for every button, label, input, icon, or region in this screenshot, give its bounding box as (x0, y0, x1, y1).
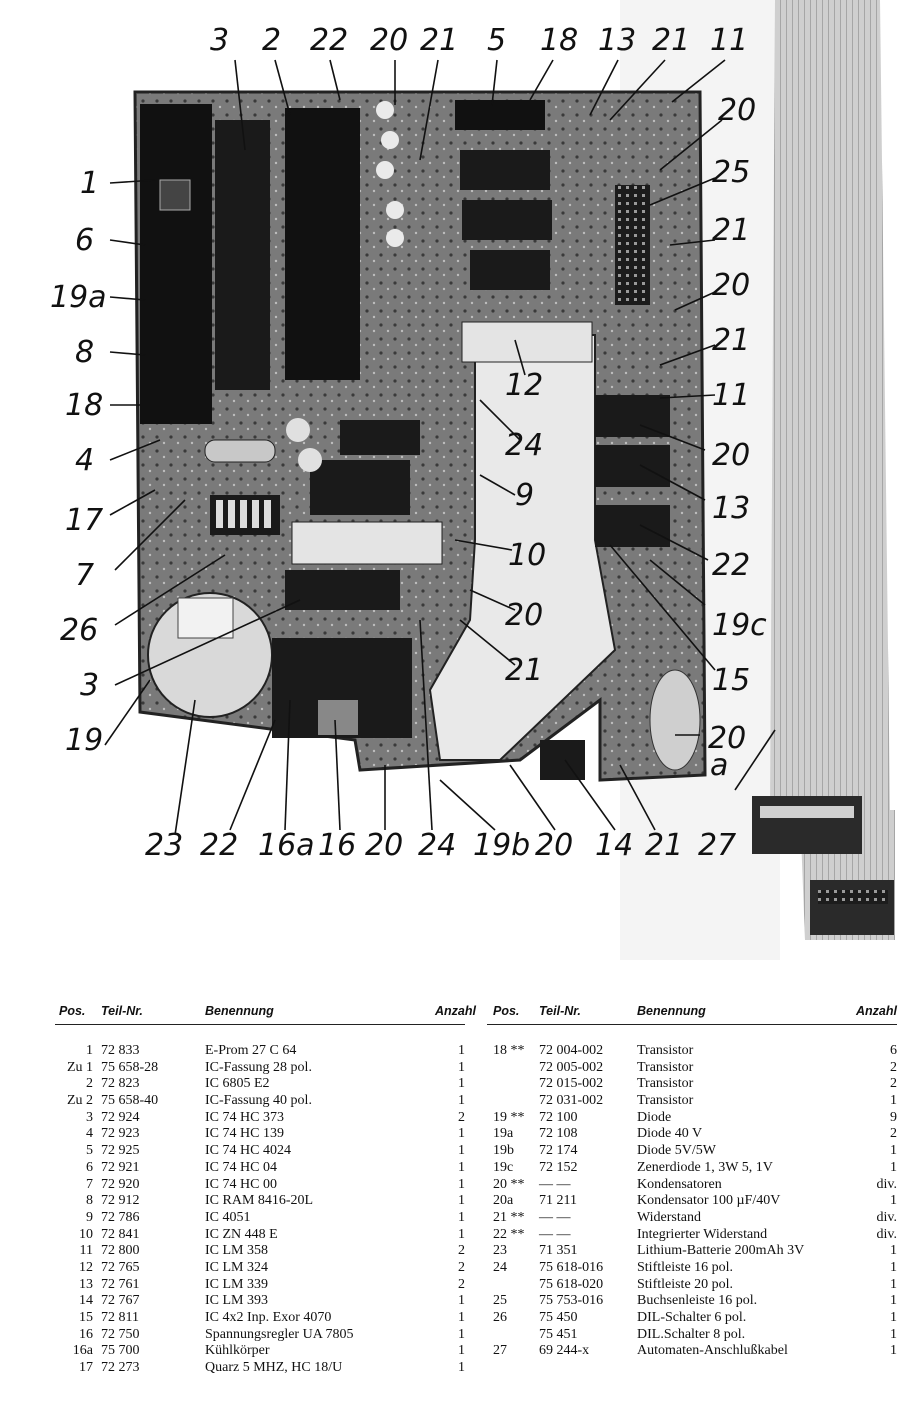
header-qty: Anzahl (435, 1004, 476, 1018)
callout-19a: 19a (50, 280, 107, 315)
table-row (55, 1093, 465, 1110)
callout-27: 27 (698, 828, 737, 863)
cell-part: 72 921 (101, 1159, 140, 1175)
cell-part: 72 108 (539, 1126, 578, 1142)
cell-part: 72 841 (101, 1226, 140, 1242)
cell-name: IC LM 393 (205, 1293, 268, 1309)
table-row (487, 1227, 897, 1244)
cell-part: 71 351 (539, 1243, 578, 1259)
callout-18-l: 18 (65, 388, 104, 423)
cell-pos: 22 ** (493, 1226, 525, 1242)
table-row (487, 1293, 897, 1310)
cell-qty: 1 (890, 1293, 897, 1309)
cell-part: — — (539, 1209, 571, 1225)
cell-pos: 3 (86, 1109, 93, 1125)
callout-20-r1: 20 (718, 93, 757, 128)
cell-pos: 5 (86, 1143, 93, 1159)
callout-26: 26 (60, 613, 99, 648)
cell-part: 72 920 (101, 1176, 140, 1192)
cell-name: IC 74 HC 00 (205, 1176, 277, 1192)
cell-part: 72 273 (101, 1360, 140, 1376)
callout-22-top: 22 (310, 23, 349, 58)
cell-part: 72 765 (101, 1259, 140, 1275)
cell-name: IC-Fassung 40 pol. (205, 1093, 312, 1109)
cell-part: 72 833 (101, 1043, 140, 1058)
cell-pos: 20a (493, 1193, 514, 1209)
cell-qty: div. (876, 1209, 897, 1225)
table-row (55, 1110, 465, 1127)
callout-11-r: 11 (712, 378, 751, 413)
callout-5: 5 (487, 23, 507, 58)
cell-qty: 2 (890, 1076, 897, 1092)
eprom-chip (140, 104, 212, 424)
cell-name: IC ZN 448 E (205, 1226, 278, 1242)
table-row (55, 1193, 465, 1210)
cell-pos: 17 (79, 1360, 93, 1376)
cell-qty: 1 (458, 1193, 465, 1209)
callout-16: 16 (318, 828, 357, 863)
table-row (487, 1110, 897, 1127)
callout-20-b1: 20 (535, 828, 574, 863)
cell-qty: 2 (458, 1259, 465, 1275)
table-row (55, 1210, 465, 1227)
callout-3-top: 3 (210, 23, 230, 58)
cell-part: 72 800 (101, 1243, 140, 1259)
cell-pos: 19a (493, 1126, 514, 1142)
cell-part: 72 750 (101, 1326, 140, 1342)
table-row (55, 1227, 465, 1244)
cell-name: Integrierter Widerstand (637, 1226, 768, 1242)
table-row (55, 1260, 465, 1277)
cell-name: IC 6805 E2 (205, 1076, 270, 1092)
cell-name: Kühlkörper (205, 1343, 270, 1359)
cell-name: Diode (637, 1109, 672, 1125)
table-row (55, 1243, 465, 1260)
cell-name: DIL.Schalter 8 pol. (637, 1326, 746, 1342)
cell-name: Widerstand (637, 1209, 701, 1225)
cell-name: Transistor (637, 1093, 694, 1109)
table-row (487, 1076, 897, 1093)
cell-part: — — (539, 1176, 571, 1192)
cell-pos: 12 (79, 1259, 93, 1275)
cell-part: 72 923 (101, 1126, 140, 1142)
table-row (55, 1160, 465, 1177)
callout-3-l: 3 (80, 668, 100, 703)
cell-part: 72 004-002 (539, 1043, 604, 1058)
callout-17: 17 (65, 503, 104, 538)
header-pos: Pos. (493, 1004, 520, 1018)
callout-19b: 19b (473, 828, 531, 863)
table-body (487, 1043, 897, 1360)
cell-pos: 15 (79, 1310, 93, 1325)
callout-21-r1: 21 (712, 213, 751, 248)
cell-name: IC LM 339 (205, 1276, 268, 1292)
cell-part: 72 174 (539, 1143, 578, 1159)
cell-qty: 1 (458, 1076, 465, 1092)
cell-part: 71 211 (539, 1193, 577, 1209)
callout-4: 4 (75, 443, 95, 478)
table-row (487, 1210, 897, 1227)
cell-part: 75 700 (101, 1343, 140, 1359)
header-name: Benennung (205, 1004, 274, 1018)
cell-part: 75 658-40 (101, 1093, 159, 1109)
cell-qty: 1 (458, 1209, 465, 1225)
cell-pos: 9 (86, 1209, 93, 1225)
table-row (487, 1126, 897, 1143)
table-row (55, 1343, 465, 1360)
cell-qty: 2 (890, 1059, 897, 1075)
cell-name: IC 4x2 Inp. Exor 4070 (205, 1310, 332, 1325)
table-row (487, 1277, 897, 1294)
cell-pos (487, 1060, 539, 1077)
cell-part: 72 786 (101, 1209, 140, 1225)
cell-pos: 4 (86, 1126, 93, 1142)
cell-pos: 16a (72, 1343, 93, 1359)
callout-20a: 20 (708, 721, 747, 756)
callout-2: 2 (262, 23, 282, 58)
cell-name: IC 74 HC 373 (205, 1109, 284, 1125)
cell-qty: 1 (890, 1343, 897, 1359)
callout-10: 10 (508, 538, 547, 573)
cell-name: Kondensatoren (637, 1176, 722, 1192)
callout-21-b1: 21 (645, 828, 684, 863)
cell-qty: 1 (458, 1360, 465, 1376)
cell-name: DIL-Schalter 6 pol. (637, 1310, 747, 1325)
cell-qty: 1 (890, 1259, 897, 1275)
cell-name: IC 74 HC 139 (205, 1126, 284, 1142)
callout-21-r2: 21 (712, 323, 751, 358)
table-row (55, 1143, 465, 1160)
header-part: Teil-Nr. (539, 1004, 581, 1018)
ram-chip (215, 120, 270, 390)
cell-pos (487, 1277, 539, 1294)
cell-pos: Zu 2 (66, 1093, 93, 1109)
cell-name: IC 4051 (205, 1209, 251, 1225)
cell-qty: 1 (458, 1293, 465, 1309)
cell-part: 72 912 (101, 1193, 140, 1209)
callout-24-m: 24 (505, 428, 544, 463)
cell-qty: 2 (458, 1109, 465, 1125)
table-row (487, 1143, 897, 1160)
cell-qty: 1 (458, 1326, 465, 1342)
cell-pos (487, 1076, 539, 1093)
table-row (55, 1126, 465, 1143)
header-qty: Anzahl (856, 1004, 897, 1018)
cell-name: Stiftleiste 16 pol. (637, 1259, 734, 1275)
callout-13-r: 13 (712, 491, 751, 526)
cell-pos: 6 (86, 1159, 93, 1175)
cell-name: IC LM 324 (205, 1259, 268, 1275)
callout-9: 9 (515, 478, 535, 513)
cell-name: Diode 5V/5W (637, 1143, 716, 1159)
cell-pos: 8 (86, 1193, 93, 1209)
callout-21-top: 21 (420, 23, 459, 58)
cell-qty: 1 (458, 1159, 465, 1175)
cell-part: 72 005-002 (539, 1059, 604, 1075)
cell-pos: 2 (86, 1076, 93, 1092)
table-body (55, 1043, 465, 1377)
cell-part: 75 450 (539, 1310, 578, 1325)
cell-pos: 19c (493, 1159, 514, 1175)
cell-pos: 24 (493, 1259, 507, 1275)
cell-part: 72 925 (101, 1143, 140, 1159)
parts-table-left (55, 1000, 476, 1377)
cell-name: E-Prom 27 C 64 (205, 1043, 297, 1058)
callout-25: 25 (712, 155, 751, 190)
cell-part: 72 152 (539, 1159, 578, 1175)
cell-part: 75 658-28 (101, 1059, 159, 1075)
table-row (55, 1076, 465, 1093)
cell-pos: 13 (79, 1276, 93, 1292)
cell-part: 72 811 (101, 1310, 139, 1325)
cell-name: IC LM 358 (205, 1243, 268, 1259)
cell-pos: Zu 1 (66, 1059, 93, 1075)
cell-part: 72 823 (101, 1076, 140, 1092)
header-part: Teil-Nr. (101, 1004, 143, 1018)
cell-qty: 6 (890, 1043, 897, 1058)
table-row (487, 1193, 897, 1210)
callout-12: 12 (505, 368, 544, 403)
callout-8: 8 (75, 335, 95, 370)
cell-qty: 1 (458, 1043, 465, 1058)
cell-part: 72 767 (101, 1293, 140, 1309)
cell-pos: 14 (79, 1293, 93, 1309)
cell-name: Transistor (637, 1059, 694, 1075)
cell-pos: 19 ** (493, 1109, 525, 1125)
cell-pos: 10 (79, 1226, 93, 1242)
callout-23: 23 (145, 828, 184, 863)
cell-part: 72 924 (101, 1109, 140, 1125)
cell-name: IC RAM 8416-20L (205, 1193, 314, 1209)
cell-qty: 1 (458, 1176, 465, 1192)
cell-name: Stiftleiste 20 pol. (637, 1276, 734, 1292)
callout-14: 14 (595, 828, 634, 863)
header-name: Benennung (637, 1004, 706, 1018)
callout-15: 15 (712, 663, 751, 698)
callout-20a-sub: a (710, 748, 729, 783)
cell-pos: 25 (493, 1293, 507, 1309)
cell-qty: 1 (458, 1226, 465, 1242)
table-row (55, 1310, 465, 1327)
cell-pos (487, 1093, 539, 1110)
cell-name: IC 74 HC 04 (205, 1159, 277, 1175)
table-row (487, 1177, 897, 1194)
cell-qty: 2 (458, 1276, 465, 1292)
cell-pos (487, 1327, 539, 1344)
callout-11-top: 11 (710, 23, 749, 58)
cell-qty: 1 (890, 1143, 897, 1159)
cell-part: 75 451 (539, 1326, 578, 1342)
cell-name: Spannungsregler UA 7805 (205, 1326, 354, 1342)
callout-20-r2: 20 (712, 268, 751, 303)
callout-21-top2: 21 (652, 23, 691, 58)
cell-qty: 1 (890, 1093, 897, 1109)
cell-name: Diode 40 V (637, 1126, 703, 1142)
callout-20-top: 20 (370, 23, 409, 58)
cell-name: Zenerdiode 1, 3W 5, 1V (637, 1159, 773, 1175)
header-pos: Pos. (59, 1004, 86, 1018)
cell-pos: 19b (493, 1143, 514, 1159)
cell-qty: 1 (890, 1159, 897, 1175)
cell-qty: 1 (458, 1143, 465, 1159)
table-row (487, 1160, 897, 1177)
table-row (487, 1343, 897, 1360)
cell-part: 72 015-002 (539, 1076, 604, 1092)
cell-part: 72 031-002 (539, 1093, 604, 1109)
table-row (55, 1177, 465, 1194)
cell-part: 72 761 (101, 1276, 140, 1292)
cell-qty: div. (876, 1176, 897, 1192)
cell-qty: 1 (890, 1310, 897, 1325)
cell-name: Lithium-Batterie 200mAh 3V (637, 1243, 805, 1259)
cell-part: 72 100 (539, 1109, 578, 1125)
table-row (55, 1360, 465, 1377)
cell-pos: 21 ** (493, 1209, 525, 1225)
callout-13-top: 13 (598, 23, 637, 58)
cell-qty: 1 (458, 1059, 465, 1075)
table-row (487, 1043, 897, 1060)
cell-qty: 1 (458, 1126, 465, 1142)
cell-qty: 1 (890, 1326, 897, 1342)
cell-pos: 7 (86, 1176, 93, 1192)
table-row (55, 1277, 465, 1294)
table-row (55, 1327, 465, 1344)
cell-name: IC 74 HC 4024 (205, 1143, 291, 1159)
cell-part: 75 753-016 (539, 1293, 604, 1309)
cell-part: 75 618-020 (539, 1276, 604, 1292)
cell-qty: 1 (890, 1193, 897, 1209)
callout-7: 7 (75, 558, 95, 593)
cell-qty: 1 (458, 1343, 465, 1359)
cell-name: Automaten-Anschlußkabel (637, 1343, 788, 1359)
callout-19: 19 (65, 723, 104, 758)
cell-pos: 16 (79, 1326, 93, 1342)
cell-pos: 18 ** (493, 1043, 525, 1058)
callout-1: 1 (80, 166, 100, 201)
callout-20-b2: 20 (365, 828, 404, 863)
cell-pos: 26 (493, 1310, 507, 1325)
cell-pos: 1 (86, 1043, 93, 1058)
table-row (487, 1093, 897, 1110)
mcu-chip (285, 108, 360, 380)
callout-21-m: 21 (505, 653, 544, 688)
cell-name: Quarz 5 MHZ, HC 18/U (205, 1360, 343, 1376)
callout-20-m: 20 (505, 598, 544, 633)
cell-pos: 23 (493, 1243, 507, 1259)
table-row (487, 1243, 897, 1260)
callout-18-top: 18 (540, 23, 579, 58)
cell-qty: 1 (890, 1243, 897, 1259)
callout-19c: 19c (712, 608, 767, 643)
cell-qty: 1 (458, 1310, 465, 1325)
table-row (55, 1293, 465, 1310)
cell-part: 69 244-x (539, 1343, 590, 1359)
cell-name: Kondensator 100 µF/40V (637, 1193, 781, 1209)
cell-name: Transistor (637, 1076, 694, 1092)
cell-pos: 11 (79, 1243, 93, 1259)
table-row (487, 1327, 897, 1344)
cell-pos: 20 ** (493, 1176, 525, 1192)
cell-qty: 9 (890, 1109, 897, 1125)
callout-6: 6 (75, 223, 95, 258)
table-header (487, 1000, 897, 1025)
cell-part: 75 618-016 (539, 1259, 604, 1275)
cell-qty: 1 (890, 1276, 897, 1292)
cell-part: — — (539, 1226, 571, 1242)
cell-qty: 2 (890, 1126, 897, 1142)
cell-pos: 27 (493, 1343, 507, 1359)
table-row (487, 1060, 897, 1077)
cell-qty: div. (876, 1226, 897, 1242)
table-row (55, 1060, 465, 1077)
table-header (55, 1000, 476, 1025)
cell-name: Buchsenleiste 16 pol. (637, 1293, 758, 1309)
cell-qty: 2 (458, 1243, 465, 1259)
cell-name: Transistor (637, 1043, 694, 1058)
callout-22-b: 22 (200, 828, 239, 863)
callout-22-r: 22 (712, 548, 751, 583)
table-row (487, 1310, 897, 1327)
callout-16a: 16a (258, 828, 315, 863)
parts-table-right (487, 1000, 897, 1360)
cell-name: IC-Fassung 28 pol. (205, 1059, 312, 1075)
table-row (487, 1260, 897, 1277)
cell-qty: 1 (458, 1093, 465, 1109)
callout-20-r3: 20 (712, 438, 751, 473)
table-row (55, 1043, 465, 1060)
callout-24-b: 24 (418, 828, 457, 863)
